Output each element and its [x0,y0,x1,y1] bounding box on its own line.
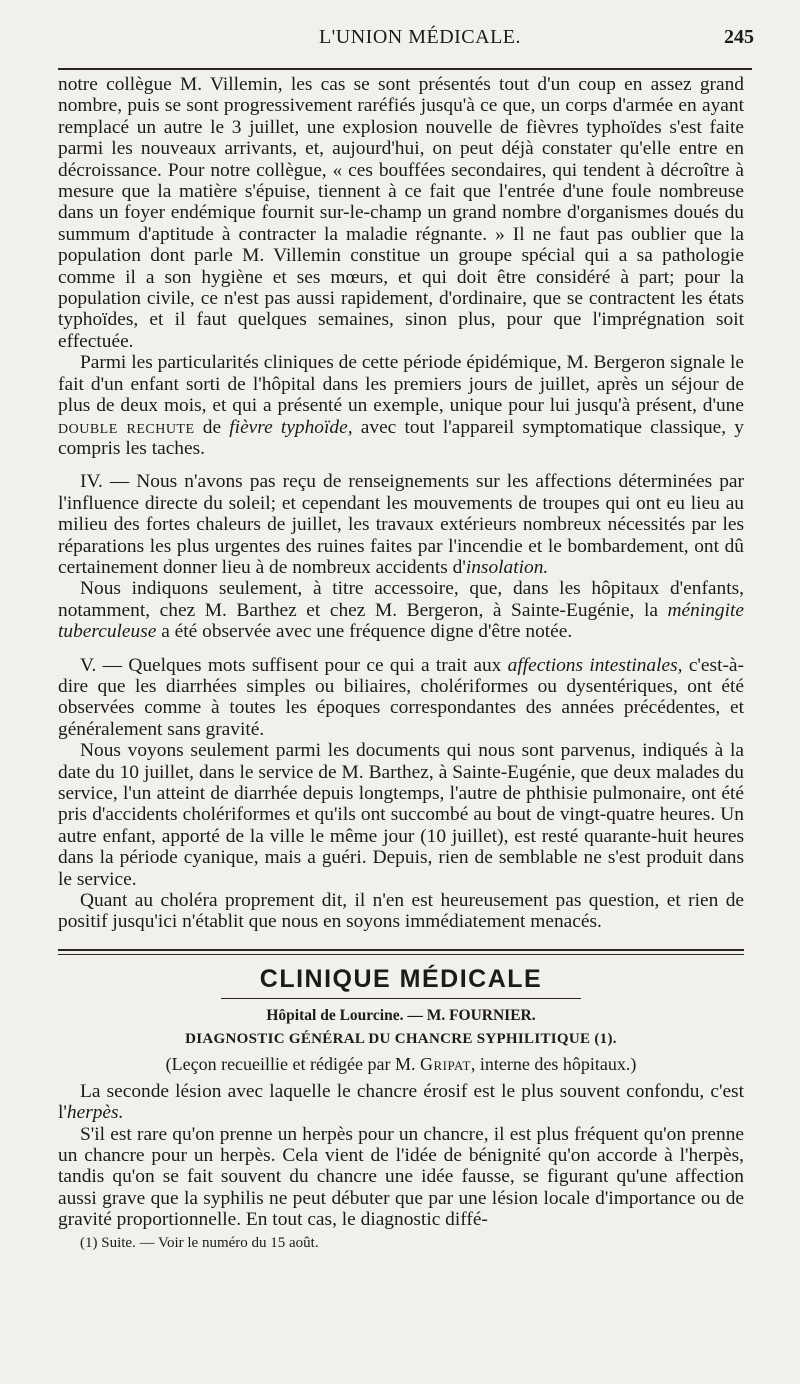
italic-phrase: fièvre typhoïde, [229,416,353,438]
paragraph-diagnostic: S'il est rare qu'on prenne un herpès pour un chancre, il est plus fréquent qu'on prenne un chancre pour un herpès. Cela vient de l'idée de bénignité qu'on accorde à l'herpès, tandis qu'on se fait souvent du chancre une idée fausse, se figurant qu'une affection aussi grave que la syphilis ne peut débuter que par une lésion locale d'importance ou de gravité proportionnelle. En tout cas, le diagnostic diffé- [58,1123,744,1231]
small-caps-phrase: double rechute [58,416,195,438]
author-name: Gripat [419,1053,471,1074]
running-head [0,26,800,56]
text-span: V. — Quelques mots suffisent pour ce qui a trait aux [80,654,502,676]
section-title-rule [221,998,581,999]
section-title: CLINIQUE MÉDICALE [259,964,543,993]
text-span: Parmi les particularités cliniques de cette période épidémique, M. Bergeron signale le fait d'un enfant sorti de l'hôpital dans les premiers jours de juillet, après un séjour de plus de deux mois, et qui a présenté un exemple, unique pour lui jusqu'à présent, d'une [58,352,744,417]
page-body [58,74,744,1252]
text-span: avec tout l'appareil symptomatique classique, y compris les taches. [58,416,744,459]
text-span: La seconde lésion avec laquelle le chancre érosif est le plus souvent confondu, c'est l' [58,1080,744,1124]
paragraph-section-v [58,655,744,741]
paragraph-meningite [58,578,744,642]
header-rule [58,68,752,70]
paragraph-section-iv [58,471,744,578]
text-span: c'est-à-dire que les diarrhées simples ou biliaires, cholériformes ou dysentériques, ont été observées comme à toutes les époques correspondantes des années précédentes, et généralement sans gravité. [58,654,744,740]
journal-title: L'UNION MÉDICALE. [318,26,522,48]
lecture-title [58,1031,744,1048]
paragraph-barthez: Nous voyons seulement parmi les documents qui nous sont parvenus, indiqués à la date du 10 juillet, dans le service de M. Barthez, à Sainte-Eugénie, que deux malades du service, l'un atteint de diarrhée depuis longtemps, l'autre de phthisie pulmonaire, ont été pris d'accidents cholériformes et qu'ils ont succombé au bout de vingt-quatre heures. Un autre enfant, apporté de la ville le même jour (10 juillet), est resté quarante-huit heures dans la période cyanique, mais a guéri. Depuis, rien de semblable ne s'est produit dans le service. [58,740,744,890]
text-span: de [202,416,222,438]
section-rule-thin [58,954,744,955]
footnote-marker: (1). [594,1030,617,1047]
lecture-title-text: DIAGNOSTIC GÉNÉRAL DU CHANCRE SYPHILITIQUE [185,1030,591,1047]
text-span: IV. — Nous n'avons pas reçu de renseignements sur les affections déterminées par l'influence directe du soleil; et cependant les mouvements de troupes qui ont eu lieu au milieu des fortes chaleurs de juillet, les travaux extérieurs nombreux nécessités par les réparations les plus urgentes des ruines faites par l'incendie et le bombardement, ont dû certainement donner lieu à de nombreux accidents d' [58,471,744,578]
page-number: 245 [724,26,754,48]
paragraph-bergeron [58,352,744,459]
text-span: , interne des hôpitaux.) [470,1053,637,1074]
text-span: (Leçon recueillie et rédigée par M. [165,1053,416,1074]
text-span: Nous indiquons seulement, à titre accessoire, que, dans les hôpitaux d'enfants, notamment, chez M. Barthez et chez M. Bergeron, à Sainte-Eugénie, la [58,578,744,621]
italic-phrase: insolation. [465,556,549,578]
italic-phrase: herpès. [66,1102,124,1124]
footnote: (1) Suite. — Voir le numéro du 15 août. [80,1234,319,1251]
lecture-note [58,1054,744,1075]
hospital-line: Hôpital de Lourcine. — M. FOURNIER. [266,1006,536,1024]
italic-phrase: méningite tuberculeuse [58,599,744,643]
text-span: a été observée avec une fréquence digne d'être notée. [161,621,573,643]
section-rule [58,949,744,951]
italic-phrase: affections intestinales, [507,654,683,676]
paragraph-cholera: Quant au choléra proprement dit, il n'en est heureusement pas question, et rien de positif jusqu'ici n'établit que nous en soyons immédiatement menacés. [58,890,744,933]
paragraph-herpes [58,1081,744,1124]
paragraph-villemin: notre collègue M. Villemin, les cas se sont présentés tout d'un coup en assez grand nombre, puis se sont progressivement raréfiés jusqu'à ce que, un corps d'armée en ayant remplacé un autre le 3 juillet, une explosion nouvelle de fièvres typhoïdes s'est faite parmi les nouveaux arrivants, et, aujourd'hui, on peut déjà constater qu'elle entre en décroissance. Pour notre collègue, « ces bouffées secondaires, qui tendent à décroître à mesure que la matière s'épuise, tiennent à ce fait que l'entrée d'une foule nombreuse dans un foyer endémique fournit sur-le-champ un grand nombre d'organismes doués du summum d'aptitude à contracter la maladie régnante. » Il ne faut pas oublier que la population dont parle M. Villemin constitue un groupe spécial qui a sa pathologie comme il a son hygiène et ses mœurs, et qui doit être considéré à part; pour la population civile, ce n'est pas aussi rapidement, d'ordinaire, que se contractent les états typhoïdes, et il faut quelques semaines, sinon plus, pour que l'imprégnation soit effectuée. [58,74,744,352]
